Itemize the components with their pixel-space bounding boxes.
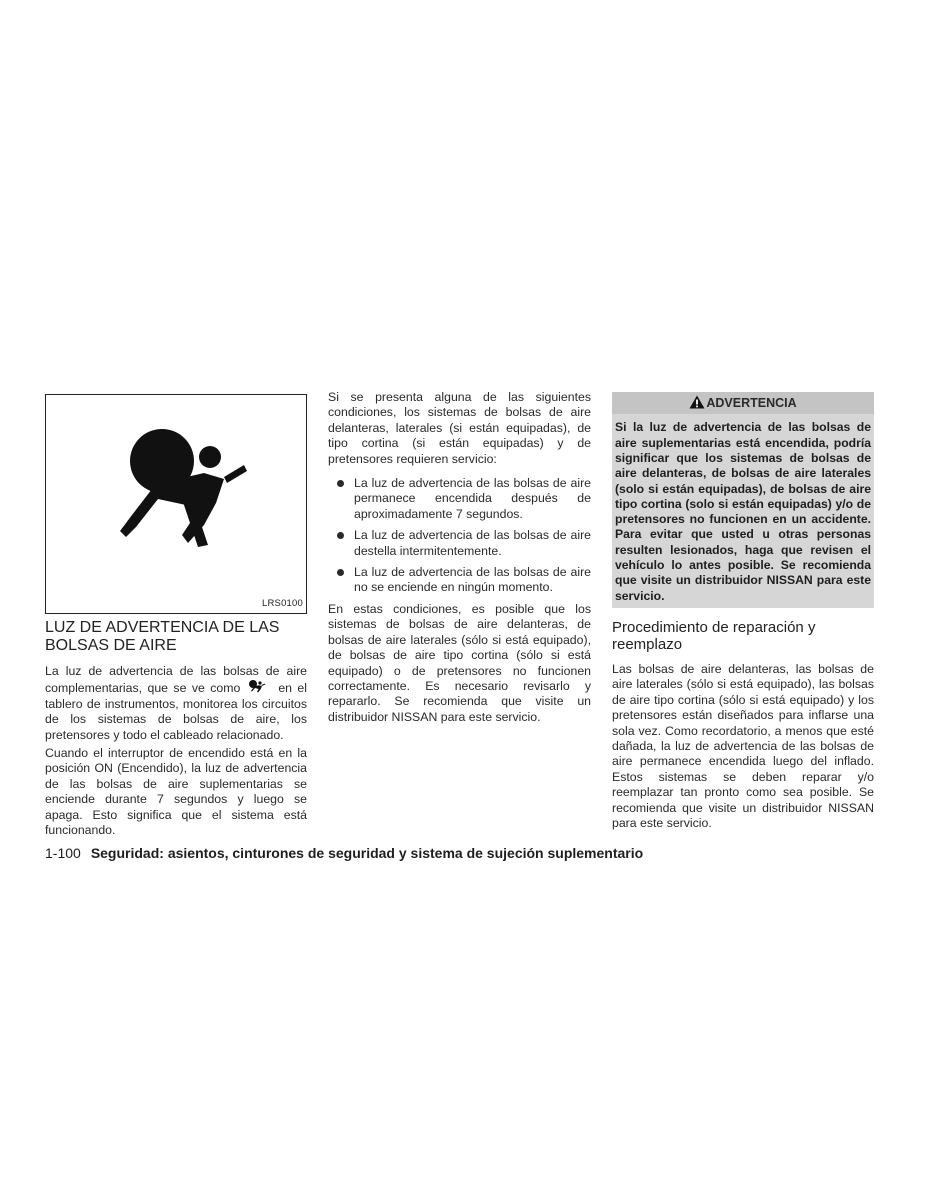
procedure-title: Procedimiento de reparación y reemplazo <box>612 618 816 653</box>
airbag-figure <box>45 394 307 614</box>
section-paragraph-1: La luz de advertencia de las bolsas de aire complementarias, que se ve como en el tablero de instrumentos, monitorea los circuitos de los sistemas de bolsas de aire, los pretensores y todo el cableado relacionado. <box>45 664 308 742</box>
list-item: La luz de advertencia de las bolsas de aire permanece encendida después de aproximadamente 7 segundos. <box>328 476 591 522</box>
list-item: La luz de advertencia de las bolsas de aire no se enciende en ningún momento. <box>328 565 591 596</box>
list-item: La luz de advertencia de las bolsas de aire destella intermitentemente. <box>328 528 591 559</box>
page-footer <box>45 845 643 861</box>
column-middle <box>328 390 591 725</box>
column-left <box>45 390 307 838</box>
airbag-warning-inline-icon <box>246 679 270 695</box>
footer-title: Seguridad: asientos, cinturones de seguridad y sistema de sujeción suplementario <box>90 845 644 861</box>
airbag-warning-icon <box>46 395 306 613</box>
conditions-list <box>328 476 591 596</box>
column-right <box>612 390 874 831</box>
bullet-icon <box>337 569 344 576</box>
warning-heading: ADVERTENCIA <box>612 392 874 414</box>
warning-text: Si la luz de advertencia de las bolsas de aire suplementarias está encendida, podría significar que los sistemas de bolsas de aire delanteras, de bolsas de aire laterales (solo si están equipadas), de bolsas de aire tipo cortina (solo si están equipadas) y/o de pretensores no funcionen en un accidente. Para evitar que usted u otras personas resulten lesionados, haga que revisen el vehículo lo antes posible. Se recomienda que visite un distribuidor NISSAN para este servicio. <box>615 420 871 603</box>
conditions-conclusion: En estas condiciones, es posible que los sistemas de bolsas de aire delanteras, de bolsas de aire laterales (sólo si está equipado), de bolsas de aire tipo cortina (sólo si está equipado) o de pretensores no funcionen correctamente. Es necesario revisarlo y repararlo. Se recomienda que visite un distribuidor NISSAN para este servicio. <box>328 601 591 724</box>
warning-triangle-icon <box>689 395 705 409</box>
procedure-text: Las bolsas de aire delanteras, las bolsas de aire laterales (sólo si está equipado), las bolsas de aire tipo cortina (sólo si está equipado) y los pretensores están diseñados para inflarse una sola vez. Como recordatorio, a menos que esté dañada, la luz de advertencia de las bolsas de aire permanece encendida luego del inflado. Estos sistemas se deben reparar y/o reemplazar tan pronto como sea posible. Se recomienda que visite un distribuidor NISSAN para este servicio. <box>612 661 874 831</box>
conditions-intro: Si se presenta alguna de las siguientes condiciones, los sistemas de bolsas de aire delanteras, laterales (si están equipadas), de tipo cortina (si están equipadas) y de pretensores requieren servicio: <box>328 390 591 466</box>
section-paragraph-2: Cuando el interruptor de encendido está en la posición ON (Encendido), la luz de advertencia de las bolsas de aire suplementarias se enciende durante 7 segundos y luego se apaga. Esto significa que el sistema está funcionando. <box>45 746 307 838</box>
page-number: 1-100 <box>45 845 81 861</box>
figure-code: LRS0100 <box>261 597 303 609</box>
warning-box <box>612 392 874 608</box>
section-title: LUZ DE ADVERTENCIA DE LAS BOLSAS DE AIRE <box>45 619 280 654</box>
bullet-icon <box>337 480 344 487</box>
bullet-icon <box>337 532 344 539</box>
